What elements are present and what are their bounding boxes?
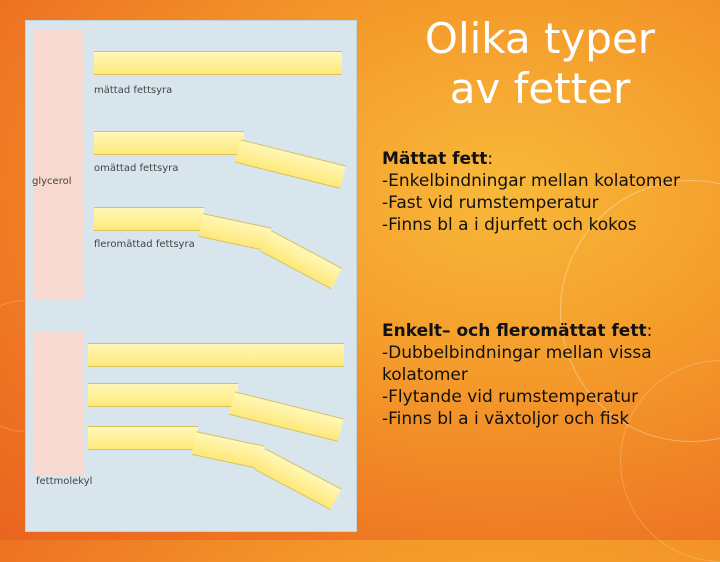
slide-title	[375, 14, 705, 114]
saturated-heading: Mättat fett	[382, 149, 488, 169]
saturated-colon: :	[487, 149, 494, 169]
molecule-chain-3a	[88, 426, 198, 450]
title-line-2: av fetter	[449, 64, 631, 113]
title-line-1: Olika typer	[424, 14, 656, 63]
glycerol-backbone-upper	[33, 29, 84, 299]
saturated-fat-block	[382, 148, 712, 236]
unsaturated-heading: Enkelt– och fleromättat fett	[382, 321, 647, 341]
fatty-acid-figure	[25, 20, 357, 532]
unsaturated-line-1: -Dubbelbindningar mellan vissa kolatomer	[382, 343, 652, 385]
poly-chain-2	[199, 213, 272, 251]
poly-label: fleromättad fettsyra	[94, 239, 195, 250]
poly-chain-3	[260, 230, 342, 289]
saturated-chain	[94, 51, 342, 75]
molecule-chain-2-bent	[229, 391, 343, 441]
unsaturated-line-3: -Finns bl a i växtoljor och fisk	[382, 409, 630, 429]
glycerol-backbone-lower	[33, 331, 84, 476]
saturated-label: mättad fettsyra	[94, 85, 173, 96]
saturated-line-3: -Finns bl a i djurfett och kokos	[382, 215, 637, 235]
molecule-chain-3c	[254, 448, 341, 510]
glycerol-label: glycerol	[32, 176, 72, 187]
unsaturated-colon: :	[646, 321, 653, 341]
poly-chain-1	[94, 207, 204, 231]
unsaturated-fat-block	[382, 320, 712, 430]
mono-label: omättad fettsyra	[94, 163, 179, 174]
molecule-chain-1	[88, 343, 344, 367]
molecule-chain-2-straight	[88, 383, 238, 407]
molecule-chain-3b	[192, 431, 265, 469]
molecule-label: fettmolekyl	[36, 476, 93, 487]
saturated-line-1: -Enkelbindningar mellan kolatomer	[382, 171, 680, 191]
mono-chain-straight	[94, 131, 244, 155]
saturated-line-2: -Fast vid rumstemperatur	[382, 193, 599, 213]
unsaturated-line-2: -Flytande vid rumstemperatur	[382, 387, 639, 407]
mono-chain-bent	[235, 139, 346, 188]
